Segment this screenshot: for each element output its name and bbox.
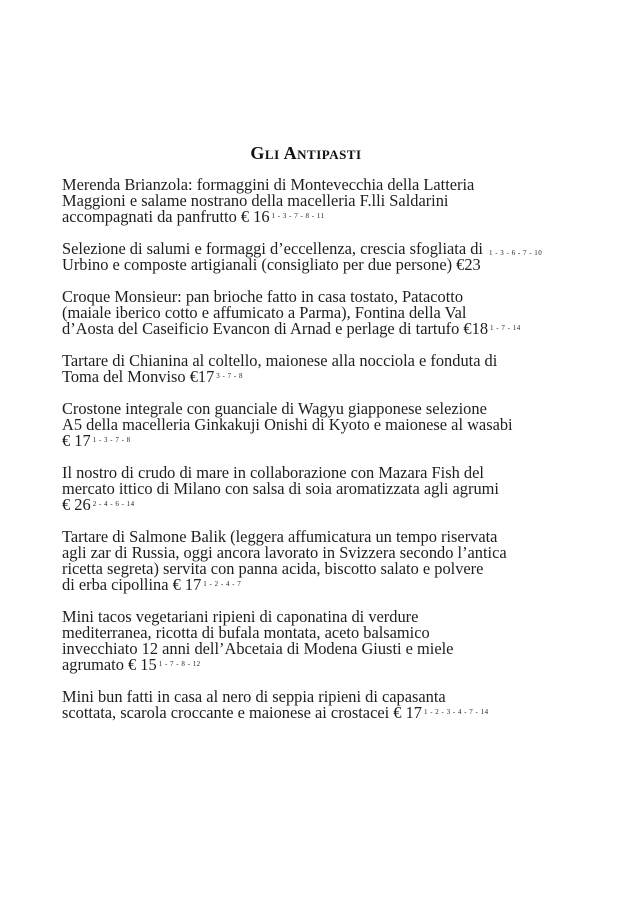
allergen-codes: 1 - 7 - 14 bbox=[490, 324, 521, 332]
allergen-codes: 1 - 2 - 4 - 7 bbox=[203, 580, 242, 588]
item-line: di erba cipollina € 17 bbox=[62, 575, 202, 594]
item-line: accompagnati da panfrutto € 16 bbox=[62, 207, 270, 226]
item-line: mediterranea, ricotta di bufala montata, aceto balsamico bbox=[62, 623, 430, 642]
item-line: mercato ittico di Milano con salsa di soia aromatizzata agli agrumi bbox=[62, 479, 499, 498]
item-line: d’Aosta del Caseificio Evancon di Arnad e perlage di tartufo €18 bbox=[62, 319, 489, 338]
item-line: A5 della macelleria Ginkakuji Onishi di Kyoto e maionese al wasabi bbox=[62, 415, 513, 434]
item-line: agli zar di Russia, oggi ancora lavorato in Svizzera secondo l’antica bbox=[62, 543, 507, 562]
allergen-codes: 1 - 3 - 7 - 8 - 11 bbox=[271, 212, 325, 220]
item-line: Il nostro di crudo di mare in collaborazione con Mazara Fish del bbox=[62, 463, 484, 482]
item-line: Tartare di Salmone Balik (leggera affumicatura un tempo riservata bbox=[62, 527, 498, 546]
allergen-codes: 3 - 7 - 8 bbox=[216, 372, 243, 380]
allergen-codes: 2 - 4 - 6 - 14 bbox=[92, 500, 135, 508]
item-line: Merenda Brianzola: formaggini di Montevecchia della Latteria bbox=[62, 175, 475, 194]
menu-item bbox=[62, 465, 602, 513]
item-line: Tartare di Chianina al coltello, maionese alla nocciola e fonduta di bbox=[62, 351, 498, 370]
item-line: € 26 bbox=[62, 495, 91, 514]
allergen-codes: 1 - 3 - 6 - 7 - 10 bbox=[488, 249, 543, 257]
menu-item bbox=[62, 241, 602, 273]
allergen-codes: 1 - 7 - 8 - 12 bbox=[158, 660, 201, 668]
item-line: Urbino e composte artigianali (consigliato per due persone) €23 bbox=[62, 255, 481, 274]
section-title: Gli Antipasti bbox=[250, 143, 362, 163]
menu-item bbox=[62, 529, 602, 593]
item-line: agrumato € 15 bbox=[62, 655, 157, 674]
item-line: Mini tacos vegetariani ripieni di caponatina di verdure bbox=[62, 607, 419, 626]
allergen-codes: 1 - 3 - 7 - 8 bbox=[92, 436, 131, 444]
item-line: Maggioni e salame nostrano della macelleria F.lli Saldarini bbox=[62, 191, 449, 210]
menu-item bbox=[62, 609, 602, 673]
item-line: Crostone integrale con guanciale di Wagyu giapponese selezione bbox=[62, 399, 487, 418]
menu-item bbox=[62, 289, 602, 337]
item-line: scottata, scarola croccante e maionese ai crostacei € 17 bbox=[62, 703, 422, 722]
item-line: Toma del Monviso €17 bbox=[62, 367, 215, 386]
item-line: ricetta segreta) servita con panna acida, biscotto salato e polvere bbox=[62, 559, 484, 578]
menu-items bbox=[62, 177, 602, 721]
item-line: Mini bun fatti in casa al nero di seppia ripieni di capasanta bbox=[62, 687, 446, 706]
allergen-codes: 1 - 2 - 3 - 4 - 7 - 14 bbox=[423, 708, 489, 716]
menu-item bbox=[62, 353, 602, 385]
menu-item bbox=[62, 689, 602, 721]
item-line: (maiale iberico cotto e affumicato a Parma), Fontina della Val bbox=[62, 303, 467, 322]
item-line: € 17 bbox=[62, 431, 91, 450]
menu-item bbox=[62, 177, 602, 225]
item-line: Croque Monsieur: pan brioche fatto in casa tostato, Patacotto bbox=[62, 287, 464, 306]
item-line: Selezione di salumi e formaggi d’eccellenza, crescia sfogliata di bbox=[62, 239, 483, 258]
menu-item bbox=[62, 401, 602, 449]
item-line: invecchiato 12 anni dell’Abcetaia di Modena Giusti e miele bbox=[62, 639, 454, 658]
